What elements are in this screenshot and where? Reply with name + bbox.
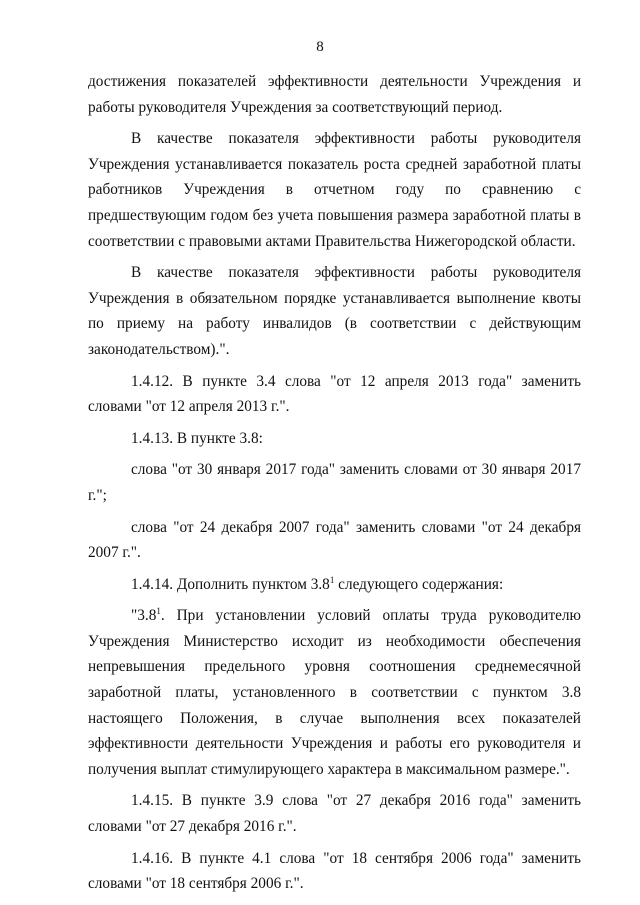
paragraph-8-text-after: следующего содержания:	[334, 575, 504, 593]
superscript-mark: 1	[329, 574, 335, 585]
paragraph-3: В качестве показателя эффективности работы руководителя Учреждения в обязательном порядке устанавливается выполнение квоты по приему на работу инвалидов (в соответствии с действующим законодательством).".	[88, 264, 581, 358]
paragraph-10: 1.4.15. В пункте 3.9 слова "от 27 декабря 2016 года" заменить словами "от 27 декабря 2016 г.".	[88, 792, 581, 836]
paragraph-9-text-after: . При установлении условий оплаты труда руководителю Учреждения Министерство исходит из необходимости обеспечения непревышения предельного уровня соотношения среднемесячной заработной платы, установленного в соответствии с пунктом 3.8 настоящего Положения, в случае выполнения всех показателей эффективности деятельности Учреждения и работы его руководителя и получения выплат стимулирующего характера в максимальном размере.".	[88, 607, 581, 778]
paragraph-1: достижения показателей эффективности деятельности Учреждения и работы руководителя Учреждения за соответствующий период.	[88, 73, 581, 116]
paragraph-11: 1.4.16. В пункте 4.1 слова "от 18 сентября 2006 года" заменить словами "от 18 сентября 2006 г.".	[88, 849, 581, 893]
superscript-mark: 1	[156, 606, 161, 617]
page-number: 8	[316, 39, 324, 55]
paragraph-6: слова "от 30 января 2017 года" заменить словами от 30 января 2017 г.";	[88, 461, 581, 504]
paragraph-8-text-before: 1.4.14. Дополнить пунктом 3.8	[131, 575, 330, 593]
paragraph-5: 1.4.13. В пункте 3.8:	[131, 429, 263, 447]
paragraph-9-text-before: "3.8	[131, 607, 157, 625]
paragraph-8	[88, 572, 581, 598]
document-body	[88, 69, 581, 903]
paragraph-2: В качестве показателя эффективности работы руководителя Учреждения устанавливается показатель роста средней заработной платы работников Учреждения в отчетном году по сравнению с предшествующим годом без учета повышения размера заработной платы в соответствии с правовыми актами Правительства Нижегородской области.	[88, 130, 581, 250]
paragraph-9	[88, 603, 581, 782]
paragraph-7: слова "от 24 декабря 2007 года" заменить словами "от 24 декабря 2007 г.".	[88, 518, 581, 562]
paragraph-4: 1.4.12. В пункте 3.4 слова "от 12 апреля 2013 года" заменить словами "от 12 апреля 2013 г.".	[88, 372, 581, 416]
